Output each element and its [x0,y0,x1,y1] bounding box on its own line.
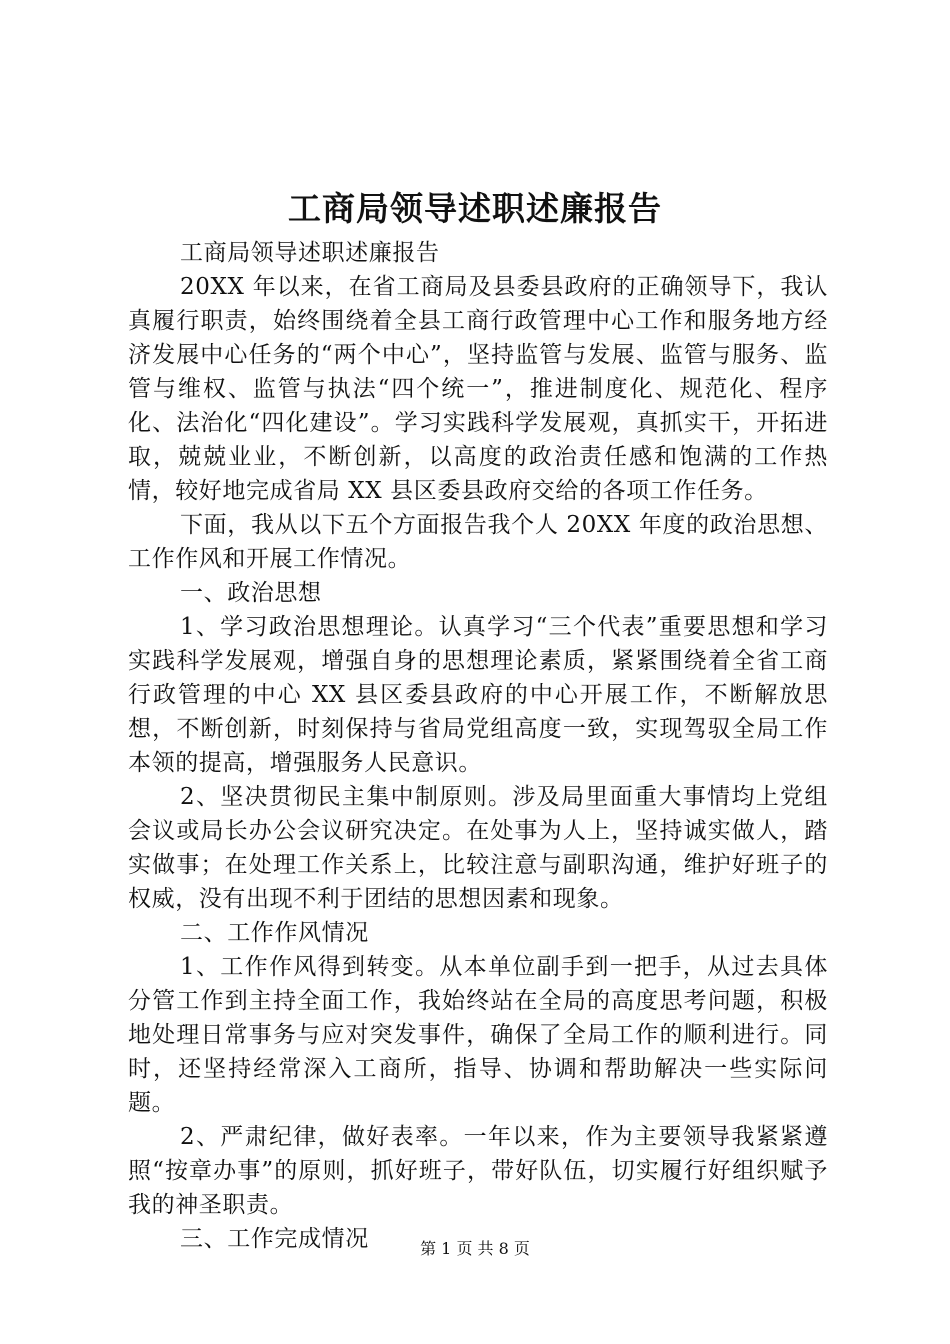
paragraph-overview: 下面，我从以下五个方面报告我个人 20XX 年度的政治思想、工作作风和开展工作情况。 [128,512,828,572]
paragraph-subtitle: 工商局领导述职述廉报告 [180,240,440,266]
document-title: 工商局领导述职述廉报告 [288,189,662,228]
paragraph-intro: 20XX 年以来，在省工商局及县委县政府的正确领导下，我认真履行职责，始终围绕着全县工商行政管理中心工作和服务地方经济发展中心任务的“两个中心”，坚持监管与发展、监管与服务、监管与维权、监管与执法“四个统一”，推进制度化、规范化、程序化、法治化“四化建设”。学习实践科学发展观，真抓实干，开拓进取，兢兢业业，不断创新，以高度的政治责任感和饱满的工作热情，较好地完成省局 XX 县区委县政府交给的各项工作任务。 [128,274,828,504]
paragraph-work-style-2: 2、严肃纪律，做好表率。一年以来，作为主要领导我紧紧遵照“按章办事”的原则，抓好班子，带好队伍，切实履行好组织赋予我的神圣职责。 [128,1124,828,1218]
section-heading-work-completion: 三、工作完成情况 [180,1226,369,1252]
paragraph-political-1: 1、学习政治思想理论。认真学习“三个代表”重要思想和学习实践科学发展观，增强自身的思想理论素质，紧紧围绕着全省工商行政管理的中心 XX 县区委县政府的中心开展工作，不断解放思想，不断创新，时刻保持与省局党组高度一致，实现驾驭全局工作本领的提高，增强服务人民意识。 [128,614,828,776]
paragraph-work-style-1: 1、工作作风得到转变。从本单位副手到一把手，从过去具体分管工作到主持全面工作，我始终站在全局的高度思考问题，积极地处理日常事务与应对突发事件，确保了全局工作的顺利进行。同时，还坚持经常深入工商所，指导、协调和帮助解决一些实际问题。 [128,954,828,1116]
paragraph-political-2: 2、坚决贯彻民主集中制原则。涉及局里面重大事情均上党组会议或局长办公会议研究决定。在处事为人上，坚持诚实做人，踏实做事；在处理工作关系上，比较注意与副职沟通，维护好班子的权威，没有出现不利于团结的思想因素和现象。 [128,784,828,912]
page-footer: 第 1 页 共 8 页 [420,1239,530,1258]
section-heading-work-style: 二、工作作风情况 [180,920,369,946]
section-heading-political: 一、政治思想 [180,580,322,606]
document-body [128,236,828,1256]
